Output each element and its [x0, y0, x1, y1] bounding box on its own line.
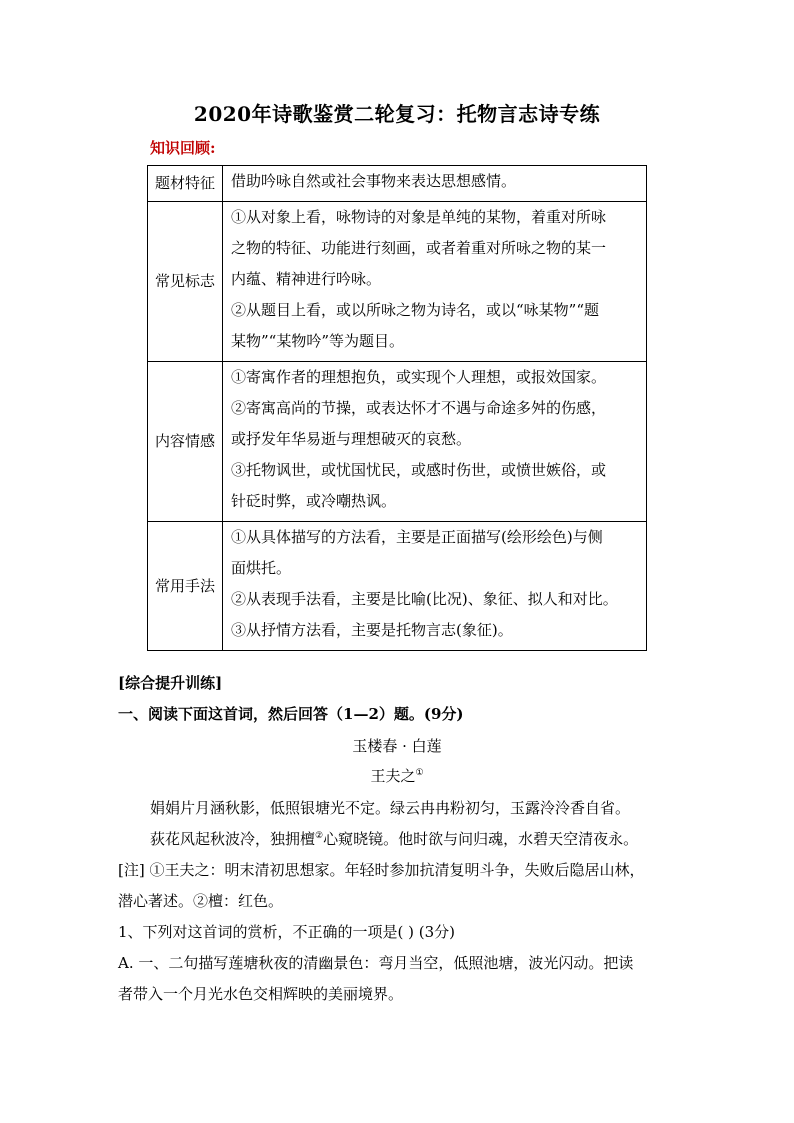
poem-title: 玉楼春 · 白莲: [352, 737, 442, 755]
page-title: 2020年诗歌鉴赏二轮复习：托物言志诗专练: [193, 102, 601, 126]
content-line: 之物的特征、功能进行刻画，或者着重对所咏之物的某一: [231, 239, 607, 257]
content-line: 借助吟咏自然或社会事物来表达思想感情。: [231, 172, 517, 190]
content-line: ①从对象上看，咏物诗的对象是单纯的某物，着重对所咏: [231, 208, 607, 226]
poem-line-2: [150, 828, 638, 849]
row-label: 题材特征: [148, 166, 223, 202]
content-line: ③从抒情方法看，主要是托物言志(象征)。: [231, 621, 513, 639]
recall-heading: 知识回顾:: [150, 139, 216, 157]
row-label: 内容情感: [148, 362, 223, 522]
poem-line-2-a: 荻花风起秋波冷，独拥檀: [150, 830, 316, 848]
table-row: [148, 202, 647, 362]
content-line: 面烘托。: [231, 559, 292, 577]
content-line: ③托物讽世，或忧国忧民，或感时伤世，或愤世嫉俗，或: [231, 461, 607, 479]
poem-line-1: 娟娟片月涵秋影，低照银塘光不定。绿云冉冉粉初匀，玉露泠泠香自省。: [150, 799, 631, 817]
row-content: [223, 522, 647, 651]
content-line: ①寄寓作者的理想抱负，或实现个人理想，或报效国家。: [231, 368, 607, 386]
content-line: ①从具体描写的方法看，主要是正面描写(绘形绘色)与侧: [231, 528, 603, 546]
knowledge-table: [147, 165, 647, 651]
content-line: 或抒发年华易逝与理想破灭的哀愁。: [231, 430, 472, 448]
content-line: 针砭时弊，或冷嘲热讽。: [231, 492, 397, 510]
table-row: [148, 166, 647, 202]
poem-author: [0, 765, 794, 786]
table-row: [148, 362, 647, 522]
poem-note-mark-2: ②: [315, 831, 324, 841]
option-a-line-2: 者带入一个月光水色交相辉映的美丽境界。: [118, 985, 404, 1003]
notes-line-1: [注] ①王夫之：明末清初思想家。年轻时参加抗清复明斗争，失败后隐居山林，: [118, 861, 645, 879]
content-line: 内蕴、精神进行吟咏。: [231, 270, 382, 288]
question-1-stem: 1、下列对这首词的赏析，不正确的一项是( ) (3分): [118, 923, 456, 941]
row-label: 常用手法: [148, 522, 223, 651]
poem-line-2-b: 心窥晓镜。他时欲与问归魂，水碧天空清夜永。: [323, 830, 639, 848]
content-line: ②寄寓高尚的节操，或表达怀才不遇与命途多舛的伤感，: [231, 399, 607, 417]
row-content: [223, 202, 647, 362]
content-line: ②从表现手法看，主要是比喻(比况)、象征、拟人和对比。: [231, 590, 618, 608]
row-content: [223, 166, 647, 202]
section-heading: [综合提升训练]: [118, 674, 223, 692]
row-content: [223, 362, 647, 522]
content-line: 某物”“某物吟”等为题目。: [231, 332, 405, 350]
notes-line-2: 潜心著述。②檀：红色。: [118, 892, 284, 910]
content-line: ②从题目上看，或以所咏之物为诗名，或以“咏某物”“题: [231, 301, 600, 319]
table-row: [148, 522, 647, 651]
poem-author-name: 王夫之: [370, 767, 416, 785]
row-label: 常见标志: [148, 202, 223, 362]
author-note-mark: ①: [415, 768, 424, 778]
question-intro: 一、阅读下面这首词，然后回答（1—2）题。(9分): [118, 705, 464, 723]
option-a-line-1: A. 一、二句描写莲塘秋夜的清幽景色：弯月当空，低照池塘，波光闪动。把读: [118, 954, 634, 972]
